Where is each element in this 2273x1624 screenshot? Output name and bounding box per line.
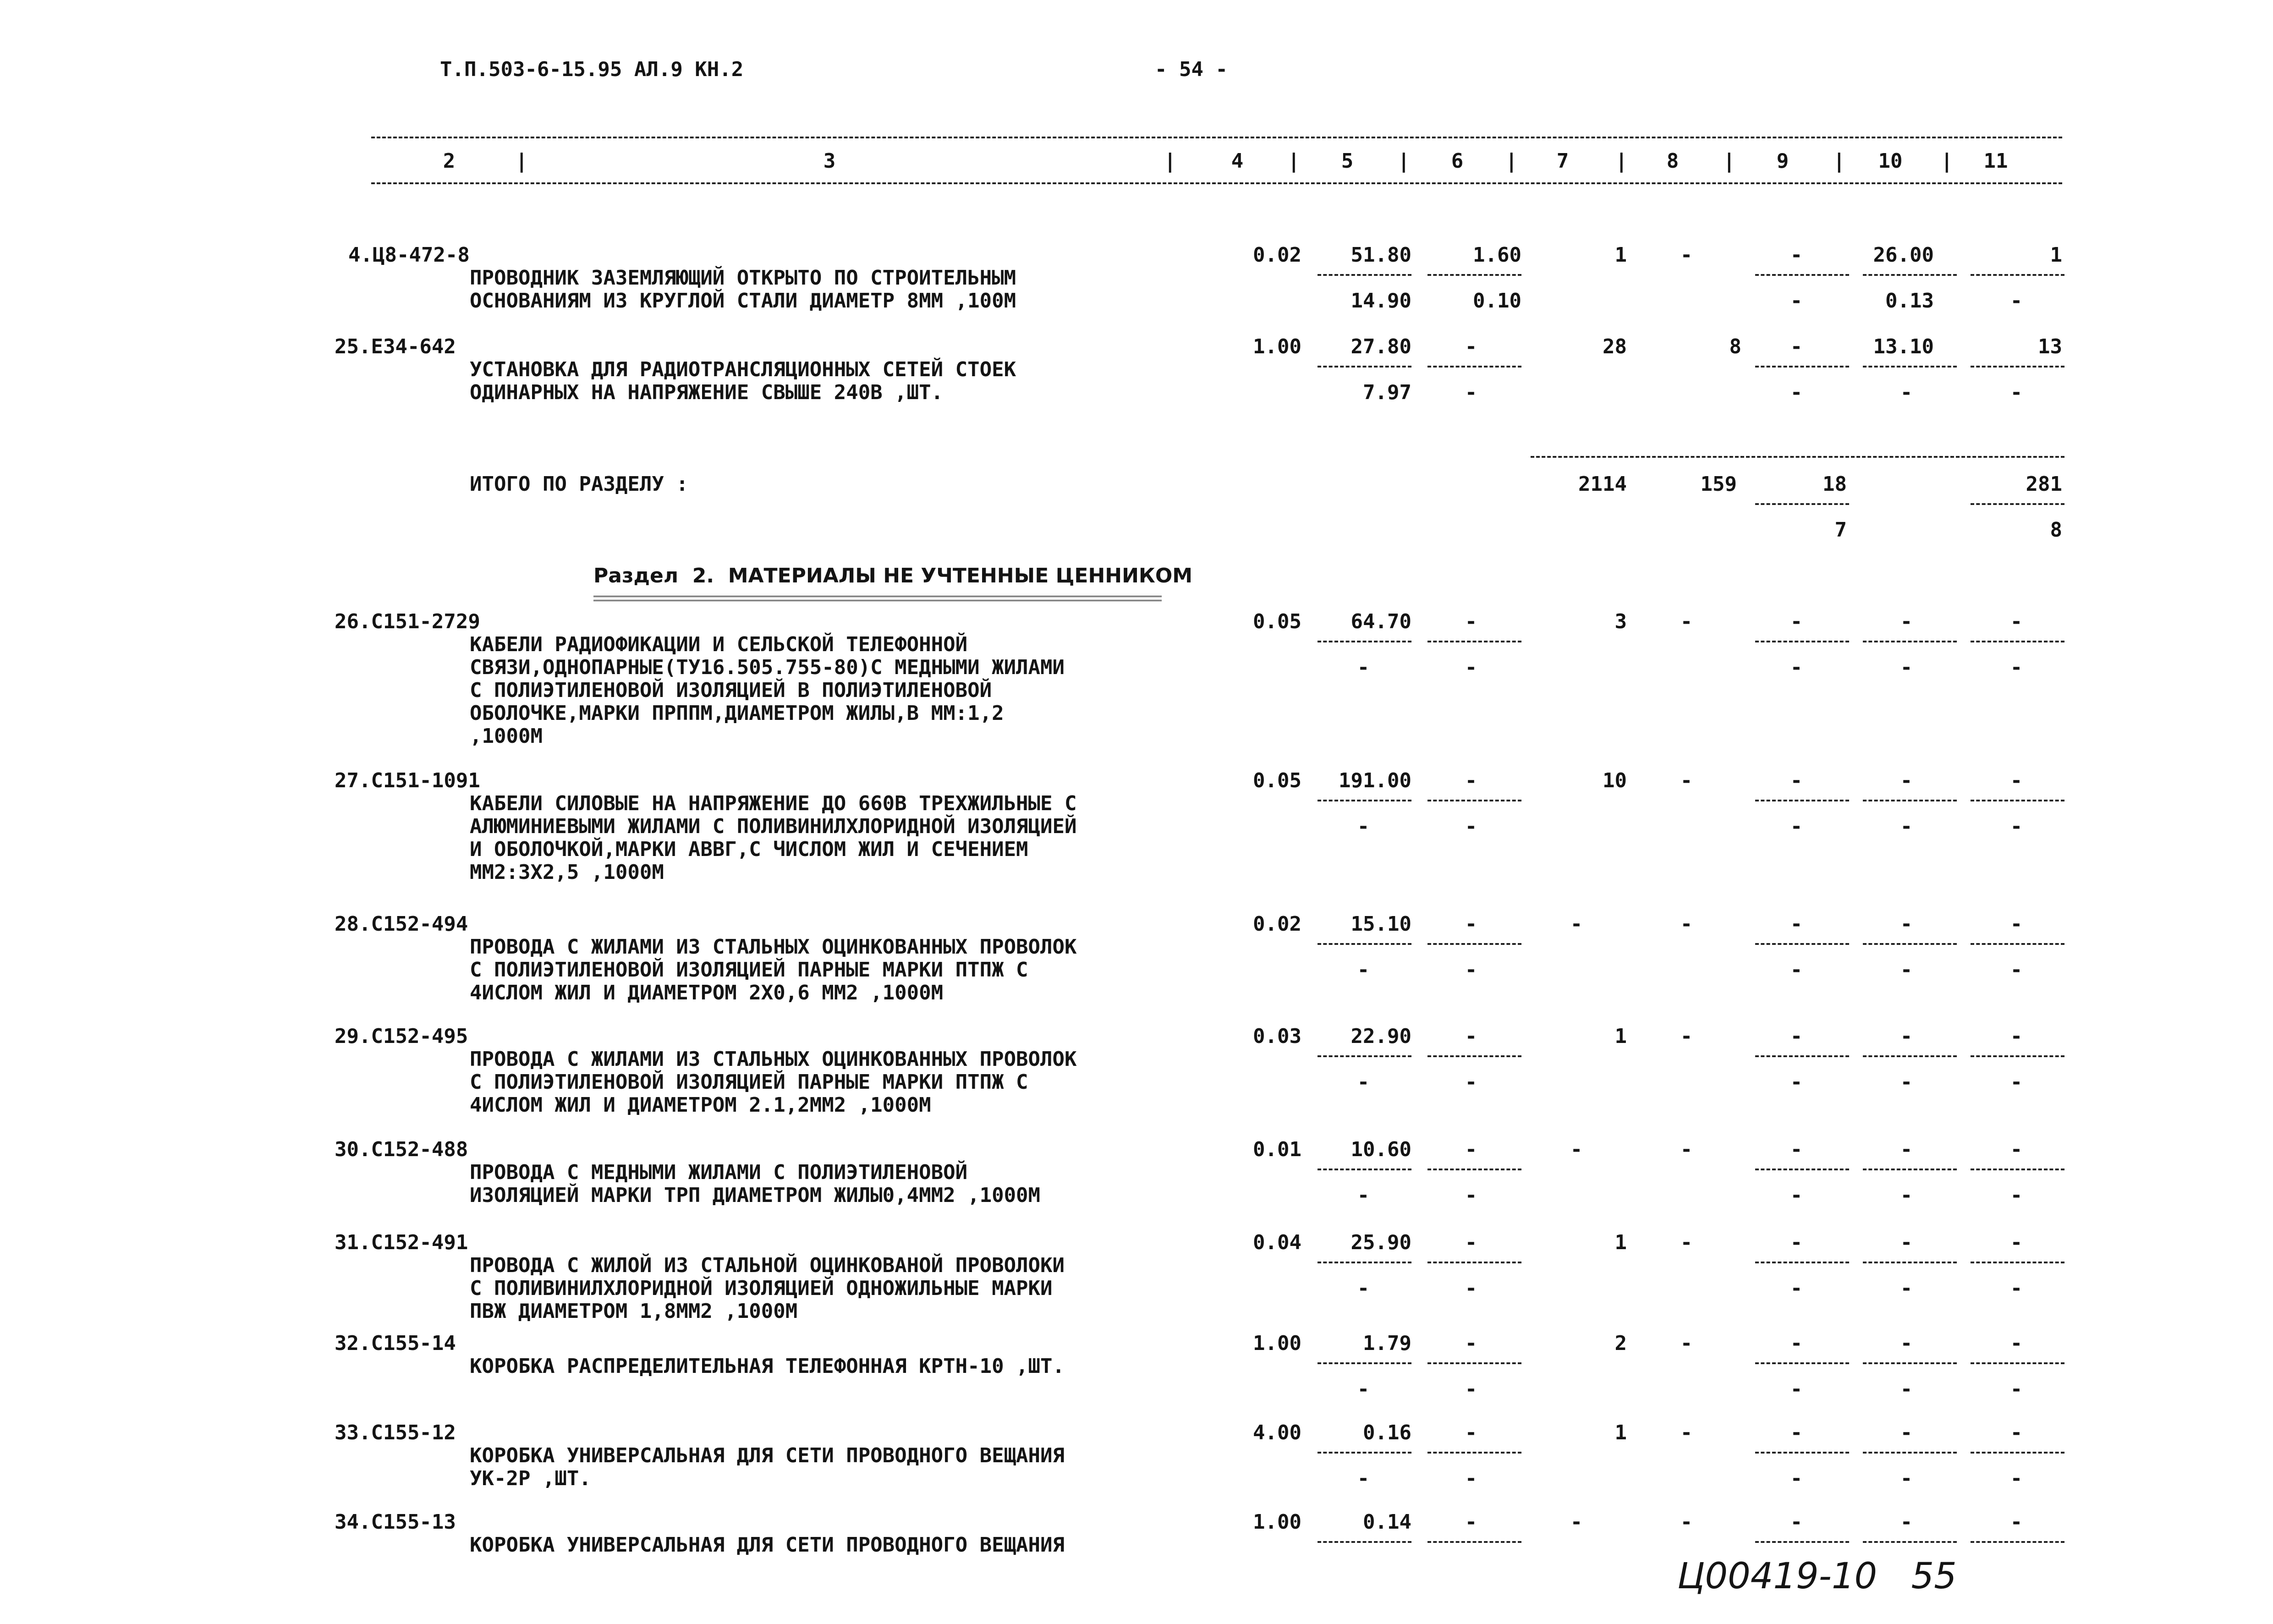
subrule [1318, 800, 1411, 801]
row-code: 31.С152-491 [335, 1231, 468, 1254]
cell-c6: - [1465, 769, 1477, 792]
subrule [1863, 366, 1957, 368]
subrule [1971, 366, 2064, 368]
cell-c9: - [1790, 1231, 1803, 1254]
cell-c8: - [1680, 1421, 1693, 1444]
handwritten-note: Ц00419-10 55 [1677, 1556, 1957, 1597]
subrule [1318, 1169, 1411, 1170]
cell-c6: - [1465, 1332, 1477, 1355]
subrule [1971, 943, 2064, 945]
cell-c9b: - [1790, 815, 1803, 838]
row-desc-line: КОРОБКА РАСПРЕДЕЛИТЕЛЬНАЯ ТЕЛЕФОННАЯ КРТН-10 ,ШТ. [470, 1355, 1065, 1378]
row-desc-line: 4ИСЛОМ ЖИЛ И ДИАМЕТРОМ 2.1,2ММ2 ,1000М [470, 1093, 931, 1117]
subrule [1863, 1055, 1957, 1057]
subrule [1971, 503, 2064, 505]
row-desc-line: С ПОЛИВИНИЛХЛОРИДНОЙ ИЗОЛЯЦИЕЙ ОДНОЖИЛЬНЫЕ МАРКИ [470, 1277, 1053, 1300]
row-code: 32.С155-14 [335, 1332, 456, 1355]
col-sep: | [1723, 149, 1735, 173]
row-code: 28.С152-494 [335, 912, 468, 936]
cell-c9: - [1790, 610, 1803, 633]
cell-c11b: - [2010, 1277, 2023, 1300]
cell-c11b: - [2010, 1467, 2023, 1490]
section-title: Раздел 2. МАТЕРИАЛЫ НЕ УЧТЕННЫЕ ЦЕННИКОМ [593, 564, 1193, 587]
cell-c7: 2 [1614, 1332, 1627, 1355]
col-sep: | [1833, 149, 1845, 173]
cell-c5b: - [1357, 1070, 1370, 1094]
cell-c8: - [1680, 243, 1693, 267]
cell-c10: - [1900, 1025, 1913, 1048]
subrule [1427, 800, 1521, 801]
subrule [1318, 943, 1411, 945]
cell-c5b: - [1357, 1277, 1370, 1300]
cell-c5b: - [1357, 815, 1370, 838]
cell-c5: 27.80 [1351, 335, 1411, 358]
subrule [1427, 943, 1521, 945]
subrule [1755, 1362, 1849, 1364]
subrule [1863, 800, 1957, 801]
cell-c9: - [1790, 335, 1803, 358]
cell-c10b: - [1900, 1277, 1913, 1300]
cell-c6b: - [1465, 1377, 1477, 1401]
subrule [1863, 1452, 1957, 1454]
subrule [1755, 366, 1849, 368]
subrule [1755, 641, 1849, 642]
col-header-2: 2 [443, 149, 456, 173]
cell-c11b: - [2010, 1377, 2023, 1401]
cell-c8: - [1680, 1138, 1693, 1161]
cell-c9b: - [1790, 1377, 1803, 1401]
cell-c6: - [1465, 1231, 1477, 1254]
cell-c6b: - [1465, 958, 1477, 982]
cell-c10b: - [1900, 1070, 1913, 1094]
col-header-3: 3 [823, 149, 836, 173]
subrule [1427, 1541, 1521, 1543]
cell-c11: - [2010, 912, 2023, 936]
subrule [1427, 1452, 1521, 1454]
col-sep: | [1398, 149, 1410, 173]
cell-c7: - [1570, 912, 1583, 936]
row-code: 30.С152-488 [335, 1138, 468, 1161]
cell-c5b: 7.97 [1363, 381, 1411, 404]
subrule [1755, 274, 1849, 276]
row-desc-line: С ПОЛИЭТИЛЕНОВОЙ ИЗОЛЯЦИЕЙ В ПОЛИЭТИЛЕНОВОЙ [470, 679, 992, 702]
col-header-10: 10 [1878, 149, 1903, 173]
row-code: 4.Ц8-472-8 [348, 243, 470, 267]
col-header-8: 8 [1666, 149, 1679, 173]
col-header-7: 7 [1556, 149, 1569, 173]
row-desc-line: ПРОВОДНИК ЗАЗЕМЛЯЮЩИЙ ОТКРЫТО ПО СТРОИТЕЛЬНЫМ [470, 266, 1016, 290]
cell-c5: 1.79 [1363, 1332, 1411, 1355]
row-desc-line: ,1000М [470, 724, 543, 748]
cell-c9b: - [1790, 1184, 1803, 1207]
row-desc-line: СВЯЗИ,ОДНОПАРНЫЕ(ТУ16.505.755-80)С МЕДНЫМИ ЖИЛАМИ [470, 656, 1065, 679]
cell-c7: - [1570, 1510, 1583, 1534]
row-desc-line: КАБЕЛИ РАДИОФИКАЦИИ И СЕЛЬСКОЙ ТЕЛЕФОННОЙ [470, 633, 968, 656]
row-desc-line: ПРОВОДА С ЖИЛАМИ ИЗ СТАЛЬНЫХ ОЦИНКОВАННЫХ ПРОВОЛОК [470, 935, 1077, 959]
cell-c11: 1 [2050, 243, 2062, 267]
cell-c8: - [1680, 1231, 1693, 1254]
cell-c4: 0.01 [1253, 1138, 1301, 1161]
cell-c11: - [2010, 1231, 2023, 1254]
page-number: - 54 - [1155, 58, 1228, 81]
row-desc-line: УК-2Р ,ШТ. [470, 1467, 591, 1490]
cell-c6: - [1465, 1025, 1477, 1048]
total-c11: 281 [2026, 472, 2062, 496]
subrule [1318, 1452, 1411, 1454]
cell-c10b: - [1900, 1467, 1913, 1490]
col-header-9: 9 [1776, 149, 1789, 173]
subrule [1755, 1541, 1849, 1543]
cell-c5b: - [1357, 1467, 1370, 1490]
row-desc-line: С ПОЛИЭТИЛЕНОВОЙ ИЗОЛЯЦИЕЙ ПАРНЫЕ МАРКИ ПТПЖ С [470, 1070, 1028, 1094]
cell-c8: - [1680, 912, 1693, 936]
cell-c7: 1 [1614, 1025, 1627, 1048]
cell-c10b: - [1900, 958, 1913, 982]
cell-c9b: - [1790, 958, 1803, 982]
cell-c10b: - [1900, 656, 1913, 679]
cell-c5b: - [1357, 1184, 1370, 1207]
subrule [1318, 641, 1411, 642]
cell-c11: - [2010, 1025, 2023, 1048]
subrule [1318, 1055, 1411, 1057]
total-c11b: 8 [2050, 518, 2062, 542]
cell-c4: 1.00 [1253, 1510, 1301, 1534]
cell-c11b: - [2010, 815, 2023, 838]
cell-c9b: - [1790, 1277, 1803, 1300]
cell-c7: 10 [1603, 769, 1627, 792]
cell-c4: 0.05 [1253, 610, 1301, 633]
subrule [1971, 1541, 2064, 1543]
cell-c11b: - [2010, 1184, 2023, 1207]
cell-c6: - [1465, 1421, 1477, 1444]
cell-c6b: - [1465, 1277, 1477, 1300]
cell-c8: - [1680, 769, 1693, 792]
cell-c5: 0.16 [1363, 1421, 1411, 1444]
total-c8: 159 [1700, 472, 1737, 496]
row-code: 33.С155-12 [335, 1421, 456, 1444]
cell-c9b: - [1790, 1070, 1803, 1094]
cell-c10: - [1900, 610, 1913, 633]
row-desc-line: ОБОЛОЧКЕ,МАРКИ ПРППМ,ДИАМЕТРОМ ЖИЛЫ,В ММ:1,2 [470, 702, 1004, 725]
cell-c10: - [1900, 1421, 1913, 1444]
subrule [1755, 800, 1849, 801]
cell-c11: - [2010, 1332, 2023, 1355]
cell-c4: 4.00 [1253, 1421, 1301, 1444]
cell-c11: - [2010, 1510, 2023, 1534]
row-desc-line: ПРОВОДА С ЖИЛАМИ ИЗ СТАЛЬНЫХ ОЦИНКОВАННЫХ ПРОВОЛОК [470, 1048, 1077, 1071]
cell-c10b: - [1900, 815, 1913, 838]
subrule [1971, 1055, 2064, 1057]
row-desc-line: ПРОВОДА С МЕДНЫМИ ЖИЛАМИ С ПОЛИЭТИЛЕНОВОЙ [470, 1161, 968, 1184]
cell-c9b: - [1790, 289, 1803, 313]
cell-c9: - [1790, 243, 1803, 267]
cell-c7: 1 [1614, 1231, 1627, 1254]
row-desc-line: УСТАНОВКА ДЛЯ РАДИОТРАНСЛЯЦИОННЫХ СЕТЕЙ СТОЕК [470, 358, 1016, 381]
cell-c4: 1.00 [1253, 335, 1301, 358]
cell-c7: - [1570, 1138, 1583, 1161]
subrule [1427, 366, 1521, 368]
subrule [1971, 274, 2064, 276]
subrule [1318, 1262, 1411, 1263]
row-code: 27.С151-1091 [335, 769, 480, 792]
cell-c11: 13 [2038, 335, 2062, 358]
cell-c7: 3 [1614, 610, 1627, 633]
row-code: 25.Е34-642 [335, 335, 456, 358]
total-top-rule [1531, 456, 2064, 458]
subrule [1427, 1055, 1521, 1057]
cell-c6: - [1465, 1138, 1477, 1161]
col-sep: | [1941, 149, 1953, 173]
cell-c10b: 0.13 [1885, 289, 1934, 313]
total-label: ИТОГО ПО РАЗДЕЛУ : [470, 472, 688, 496]
subrule [1755, 943, 1849, 945]
subrule [1427, 641, 1521, 642]
cell-c11: - [2010, 769, 2023, 792]
cell-c4: 0.03 [1253, 1025, 1301, 1048]
subrule [1863, 1262, 1957, 1263]
cell-c7: 1 [1614, 1421, 1627, 1444]
cell-c8: - [1680, 1332, 1693, 1355]
subrule [1318, 366, 1411, 368]
cell-c5: 25.90 [1351, 1231, 1411, 1254]
col-sep: | [1615, 149, 1628, 173]
section-underline [593, 596, 1162, 601]
row-desc-line: ПРОВОДА С ЖИЛОЙ ИЗ СТАЛЬНОЙ ОЦИНКОВАНОЙ ПРОВОЛОКИ [470, 1254, 1065, 1277]
cell-c8: - [1680, 1510, 1693, 1534]
cell-c6b: - [1465, 381, 1477, 404]
col-sep: | [1288, 149, 1300, 173]
row-desc-line: ИЗОЛЯЦИЕЙ МАРКИ ТРП ДИАМЕТРОМ ЖИЛЫ0,4ММ2 ,1000М [470, 1184, 1041, 1207]
cell-c4: 1.00 [1253, 1332, 1301, 1355]
cell-c11b: - [2010, 381, 2023, 404]
cell-c6: - [1465, 912, 1477, 936]
cell-c11: - [2010, 1138, 2023, 1161]
row-desc-line: КАБЕЛИ СИЛОВЫЕ НА НАПРЯЖЕНИЕ ДО 660В ТРЕХЖИЛЬНЫЕ С [470, 792, 1077, 815]
cell-c11: - [2010, 1421, 2023, 1444]
col-sep: | [1505, 149, 1518, 173]
subrule [1427, 1169, 1521, 1170]
row-desc-line: И ОБОЛОЧКОЙ,МАРКИ АВВГ,С ЧИСЛОМ ЖИЛ И СЕЧЕНИЕМ [470, 838, 1028, 861]
cell-c11b: - [2010, 1070, 2023, 1094]
cell-c10b: - [1900, 1377, 1913, 1401]
cell-c9: - [1790, 1421, 1803, 1444]
cell-c10: - [1900, 1510, 1913, 1534]
total-c9b: 7 [1834, 518, 1847, 542]
cell-c11: - [2010, 610, 2023, 633]
cell-c5b: - [1357, 958, 1370, 982]
cell-c6: - [1465, 1510, 1477, 1534]
cell-c11b: - [2010, 656, 2023, 679]
subrule [1318, 1362, 1411, 1364]
subrule [1863, 641, 1957, 642]
cell-c11b: - [2010, 289, 2023, 313]
row-code: 34.С155-13 [335, 1510, 456, 1534]
header-bottom-rule [371, 182, 2062, 184]
cell-c5: 0.14 [1363, 1510, 1411, 1534]
row-desc-line: ОДИНАРНЫХ НА НАПРЯЖЕНИЕ СВЫШЕ 240В ,ШТ. [470, 381, 944, 404]
row-desc-line: КОРОБКА УНИВЕРСАЛЬНАЯ ДЛЯ СЕТИ ПРОВОДНОГО ВЕЩАНИЯ [470, 1533, 1065, 1557]
cell-c11b: - [2010, 958, 2023, 982]
subrule [1427, 274, 1521, 276]
cell-c6b: - [1465, 1467, 1477, 1490]
cell-c5: 10.60 [1351, 1138, 1411, 1161]
subrule [1863, 943, 1957, 945]
cell-c10: 13.10 [1873, 335, 1934, 358]
cell-c10: - [1900, 1138, 1913, 1161]
cell-c5b: - [1357, 656, 1370, 679]
cell-c6b: - [1465, 656, 1477, 679]
cell-c6: 1.60 [1473, 243, 1521, 267]
cell-c5b: - [1357, 1377, 1370, 1401]
row-desc-line: ПВЖ ДИАМЕТРОМ 1,8ММ2 ,1000М [470, 1300, 798, 1323]
cell-c10b: - [1900, 381, 1913, 404]
cell-c10: - [1900, 1231, 1913, 1254]
row-desc-line: ММ2:3Х2,5 ,1000М [470, 861, 664, 884]
cell-c6b: 0.10 [1473, 289, 1521, 313]
row-desc-line: АЛЮМИНИЕВЫМИ ЖИЛАМИ С ПОЛИВИНИЛХЛОРИДНОЙ ИЗОЛЯЦИЕЙ [470, 815, 1077, 838]
cell-c5: 191.00 [1339, 769, 1411, 792]
cell-c8: - [1680, 1025, 1693, 1048]
cell-c6: - [1465, 610, 1477, 633]
cell-c8: - [1680, 610, 1693, 633]
subrule [1427, 1362, 1521, 1364]
subrule [1755, 1169, 1849, 1170]
cell-c8: 8 [1729, 335, 1741, 358]
col-sep: | [1164, 149, 1176, 173]
subrule [1863, 1541, 1957, 1543]
row-desc-line: КОРОБКА УНИВЕРСАЛЬНАЯ ДЛЯ СЕТИ ПРОВОДНОГО ВЕЩАНИЯ [470, 1444, 1065, 1467]
cell-c9b: - [1790, 656, 1803, 679]
cell-c10b: - [1900, 1184, 1913, 1207]
cell-c10: - [1900, 912, 1913, 936]
subrule [1863, 1362, 1957, 1364]
cell-c5b: 14.90 [1351, 289, 1411, 313]
total-c7: 2114 [1578, 472, 1627, 496]
subrule [1755, 1055, 1849, 1057]
cell-c9: - [1790, 1332, 1803, 1355]
cell-c4: 0.05 [1253, 769, 1301, 792]
cell-c9: - [1790, 1025, 1803, 1048]
header-top-rule [371, 137, 2062, 138]
col-sep: | [516, 149, 528, 173]
subrule [1755, 503, 1849, 505]
subrule [1863, 274, 1957, 276]
cell-c6b: - [1465, 1070, 1477, 1094]
col-header-6: 6 [1451, 149, 1464, 173]
cell-c4: 0.02 [1253, 912, 1301, 936]
cell-c5: 64.70 [1351, 610, 1411, 633]
row-code: 29.С152-495 [335, 1025, 468, 1048]
cell-c9: - [1790, 1138, 1803, 1161]
col-header-11: 11 [1983, 149, 2008, 173]
cell-c4: 0.04 [1253, 1231, 1301, 1254]
cell-c10: - [1900, 769, 1913, 792]
row-desc-line: С ПОЛИЭТИЛЕНОВОЙ ИЗОЛЯЦИЕЙ ПАРНЫЕ МАРКИ ПТПЖ С [470, 958, 1028, 982]
cell-c9: - [1790, 769, 1803, 792]
subrule [1971, 1362, 2064, 1364]
subrule [1755, 1452, 1849, 1454]
subrule [1971, 1262, 2064, 1263]
col-header-4: 4 [1231, 149, 1244, 173]
cell-c10: - [1900, 1332, 1913, 1355]
row-desc-line: 4ИСЛОМ ЖИЛ И ДИАМЕТРОМ 2Х0,6 ММ2 ,1000М [470, 981, 944, 1004]
col-header-5: 5 [1341, 149, 1354, 173]
cell-c6b: - [1465, 1184, 1477, 1207]
subrule [1318, 274, 1411, 276]
row-code: 26.С151-2729 [335, 610, 480, 633]
cell-c4: 0.02 [1253, 243, 1301, 267]
cell-c9: - [1790, 912, 1803, 936]
subrule [1971, 1169, 2064, 1170]
subrule [1318, 1541, 1411, 1543]
cell-c5: 22.90 [1351, 1025, 1411, 1048]
subrule [1863, 1169, 1957, 1170]
cell-c10: 26.00 [1873, 243, 1934, 267]
total-c9: 18 [1823, 472, 1847, 496]
cell-c6b: - [1465, 815, 1477, 838]
cell-c9: - [1790, 1510, 1803, 1534]
cell-c7: 1 [1614, 243, 1627, 267]
subrule [1971, 641, 2064, 642]
cell-c6: - [1465, 335, 1477, 358]
cell-c7: 28 [1603, 335, 1627, 358]
subrule [1427, 1262, 1521, 1263]
cell-c5: 15.10 [1351, 912, 1411, 936]
cell-c9b: - [1790, 381, 1803, 404]
cell-c9b: - [1790, 1467, 1803, 1490]
doc-code: Т.П.503-6-15.95 АЛ.9 КН.2 [440, 58, 744, 81]
row-desc-line: ОСНОВАНИЯМ ИЗ КРУГЛОЙ СТАЛИ ДИАМЕТР 8ММ ,100М [470, 289, 1016, 313]
cell-c5: 51.80 [1351, 243, 1411, 267]
subrule [1971, 1452, 2064, 1454]
subrule [1971, 800, 2064, 801]
subrule [1755, 1262, 1849, 1263]
